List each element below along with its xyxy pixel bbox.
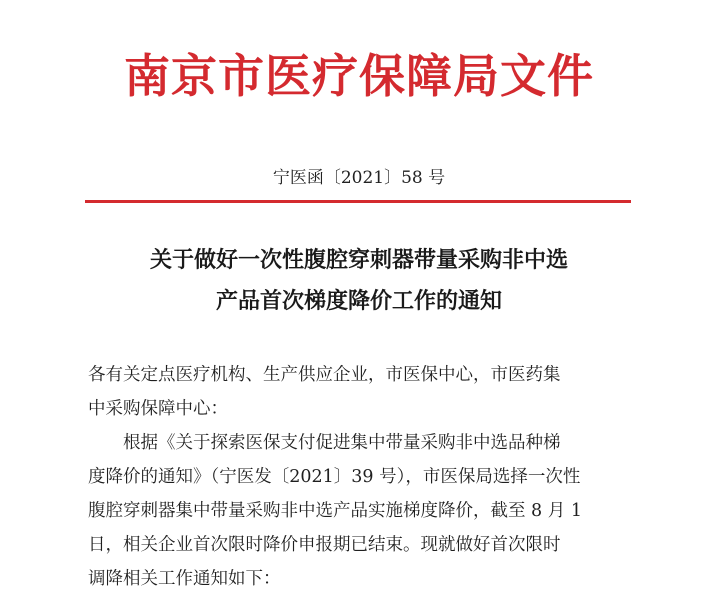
red-divider-line [85,200,631,203]
notice-body [88,358,648,596]
body-line: 度降价的通知》（宁医发〔2021〕39 号），市医保局选择一次性 [88,467,581,487]
notice-title-line-1: 关于做好一次性腹腔穿刺器带量采购非中选 [149,247,568,273]
body-line: 腹腔穿刺器集中带量采购非中选产品实施梯度降价，截至 8 月 1 [88,501,582,521]
document-number: 宁医函〔2021〕58 号 [272,168,446,188]
body-line-paragraph-start: 根据《关于探索医保支付促进集中带量采购非中选品种梯 [123,433,561,453]
body-line-recipients-2: 中采购保障中心： [88,399,228,419]
issuer-header-title: 南京市医疗保障局文件 [124,49,594,103]
body-line: 调降相关工作通知如下： [88,569,281,589]
notice-title [0,240,718,322]
body-line: 日，相关企业首次限时降价申报期已结束。现就做好首次限时 [88,535,561,555]
body-line-recipients-1: 各有关定点医疗机构、生产供应企业，市医保中心，市医药集 [88,365,561,385]
notice-title-line-2: 产品首次梯度降价工作的通知 [215,288,502,314]
